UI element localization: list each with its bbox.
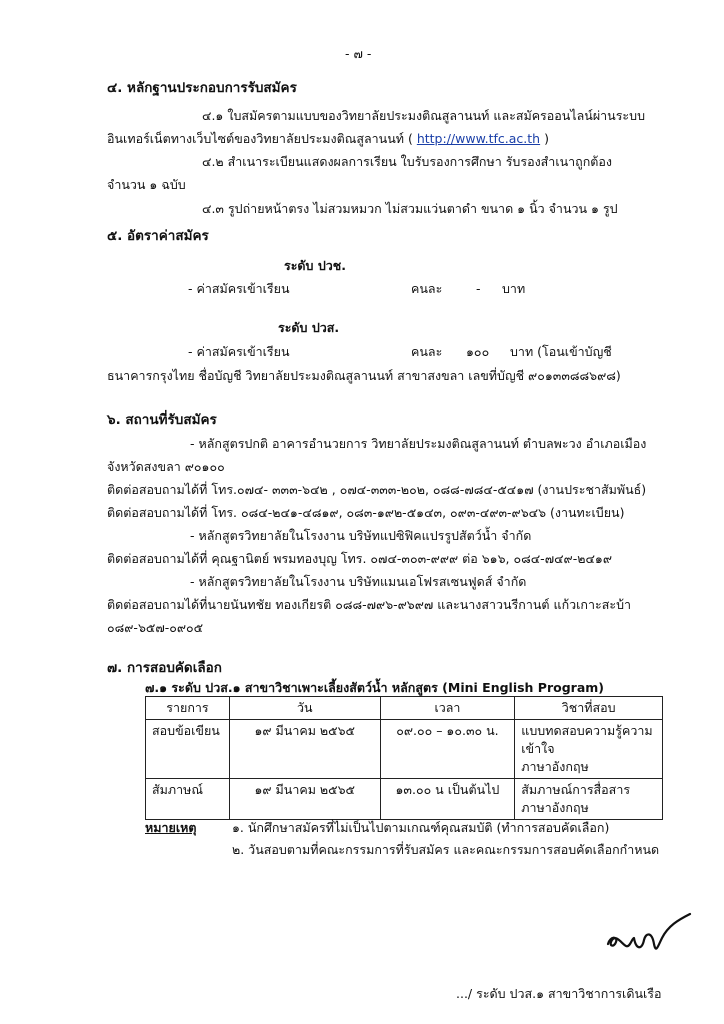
col-header-time: เวลา [380,697,515,720]
level-pvs-unit: บาท (โอนเข้าบัญชี [510,344,612,359]
col-header-subject: วิชาที่สอบ [515,697,663,720]
footer-continuation: .../ ระดับ ปวส.๑ สาขาวิชาการเดินเรือ [456,986,662,1001]
page-number: - ๗ - [345,46,372,61]
s6-line-6: ติดต่อสอบถามได้ที่ คุณฐานิตย์ พรมทองบุญ โทร. ๐๗๔-๓๐๓-๙๙๙ ต่อ ๖๑๖, ๐๘๔-๗๔๙-๒๔๑๙ [107,551,613,566]
s6-line-8: ติดต่อสอบถามได้ที่นายนันทชัย ทองเกียรติ ๐๘๘-๗๙๖-๙๖๙๗ และนางสาวนรีกานต์ แก้วเกาะสะบ้า [107,597,632,612]
s6-line-7: - หลักสูตรวิทยาลัยในโรงงาน บริษัทแมนเอโฟรสเซนฟูดส์ จำกัด [190,574,527,589]
s6-line-1: - หลักสูตรปกติ อาคารอำนวยการ วิทยาลัยประมงติณสูลานนท์ ตำบลพะวง อำเภอเมือง [190,436,647,451]
subject-line-2: ภาษาอังกฤษ [521,800,589,815]
s4-line-2: ๔.๒ สำเนาระเบียนแสดงผลการเรียน ใบรับรองการศึกษา รับรองสำเนาถูกต้อง [202,154,613,169]
cell-item: สัมภาษณ์ [146,779,230,820]
s6-line-3: ติดต่อสอบถามได้ที่ โทร.๐๗๔- ๓๓๓-๖๔๒ , ๐๗๔-๓๓๓-๒๐๒, ๐๘๘-๗๘๔-๕๔๑๗ (งานประชาสัมพันธ์) [107,482,647,497]
note-label: หมายเหตุ [145,820,197,835]
s4-line-1b [107,131,549,147]
level-pvs-title: ระดับ ปวส. [278,320,340,335]
s6-line-9: ๐๘๙-๖๕๗-๐๙๐๕ [107,620,204,635]
cell-date: ๑๙ มีนาคม ๒๕๖๕ [229,720,380,779]
cell-time: ๐๙.๐๐ – ๑๐.๓๐ น. [380,720,515,779]
level-pvs-per: คนละ [411,344,443,359]
col-header-item: รายการ [146,697,230,720]
s6-line-5: - หลักสูตรวิทยาลัยในโรงงาน บริษัทแปซิฟิคแปรรูปสัตว์น้ำ จำกัด [190,528,532,543]
subject-line-1: สัมภาษณ์การสื่อสาร [521,782,631,797]
s4-line-1: ๔.๑ ใบสมัครตามแบบของวิทยาลัยประมงติณสูลานนท์ และสมัครออนไลน์ผ่านระบบ [202,108,646,123]
s6-line-2: จังหวัดสงขลา ๙๐๑๐๐ [107,459,225,474]
section-7-heading: ๗. การสอบคัดเลือก [107,660,222,676]
col-header-date: วัน [229,697,380,720]
level-pvc-amount: - [476,281,481,296]
handwritten-initials [604,910,694,960]
level-pvs-item: - ค่าสมัครเข้าเรียน [188,344,290,359]
note-2: ๒. วันสอบตามที่คณะกรรมการที่รับสมัคร และคณะกรรมการสอบคัดเลือกกำหนด [232,842,660,857]
s4-line-1b-end: ) [540,131,549,146]
level-pvc-title: ระดับ ปวช. [284,258,347,273]
cell-item: สอบข้อเขียน [146,720,230,779]
level-pvs-amount: ๑๐๐ [466,344,490,359]
s7-subheading: ๗.๑ ระดับ ปวส.๑ สาขาวิชาเพาะเลี้ยงสัตว์น้ำ หลักสูตร (Mini English Program) [145,680,605,695]
note-1: ๑. นักศึกษาสมัครที่ไม่เป็นไปตามเกณฑ์คุณสมบัติ (ทำการสอบคัดเลือก) [232,820,610,835]
cell-time: ๑๓.๐๐ น เป็นต้นไป [380,779,515,820]
s6-line-4: ติดต่อสอบถามได้ที่ โทร. ๐๘๔-๒๔๑-๔๘๑๙, ๐๘๓-๑๙๒-๕๑๔๓, ๐๙๓-๔๙๓-๙๖๔๖ (งานทะเบียน) [107,505,625,520]
table-row [146,720,663,779]
level-pvc-unit: บาท [502,281,526,296]
section-6-heading: ๖. สถานที่รับสมัคร [107,412,217,428]
level-pvc-item: - ค่าสมัครเข้าเรียน [188,281,290,296]
level-pvc-per: คนละ [411,281,443,296]
level-pvs-bank: ธนาคารกรุงไทย ชื่อบัญชี วิทยาลัยประมงติณสูลานนท์ สาขาสงขลา เลขที่บัญชี ๙๐๑๓๓๘๘๖๙๘) [107,368,621,383]
table-header-row [146,697,663,720]
s4-line-2b: จำนวน ๑ ฉบับ [107,177,186,192]
s4-line-3: ๔.๓ รูปถ่ายหน้าตรง ไม่สวมหมวก ไม่สวมแว่นตาดำ ขนาด ๑ นิ้ว จำนวน ๑ รูป [202,201,618,216]
cell-date: ๑๙ มีนาคม ๒๕๖๕ [229,779,380,820]
table-row [146,779,663,820]
subject-line-1: แบบทดสอบความรู้ความเข้าใจ [521,723,653,756]
cell-subject [515,779,663,820]
website-link[interactable]: http://www.tfc.ac.th [416,131,541,146]
section-4-heading: ๔. หลักฐานประกอบการรับสมัคร [107,80,297,96]
exam-schedule-table [145,696,663,820]
section-5-heading: ๕. อัตราค่าสมัคร [107,228,209,244]
cell-subject [515,720,663,779]
subject-line-2: ภาษาอังกฤษ [521,759,589,774]
s4-line-1b-text: อินเทอร์เน็ตทางเว็บไซต์ของวิทยาลัยประมงติณสูลานนท์ ( [107,131,417,146]
